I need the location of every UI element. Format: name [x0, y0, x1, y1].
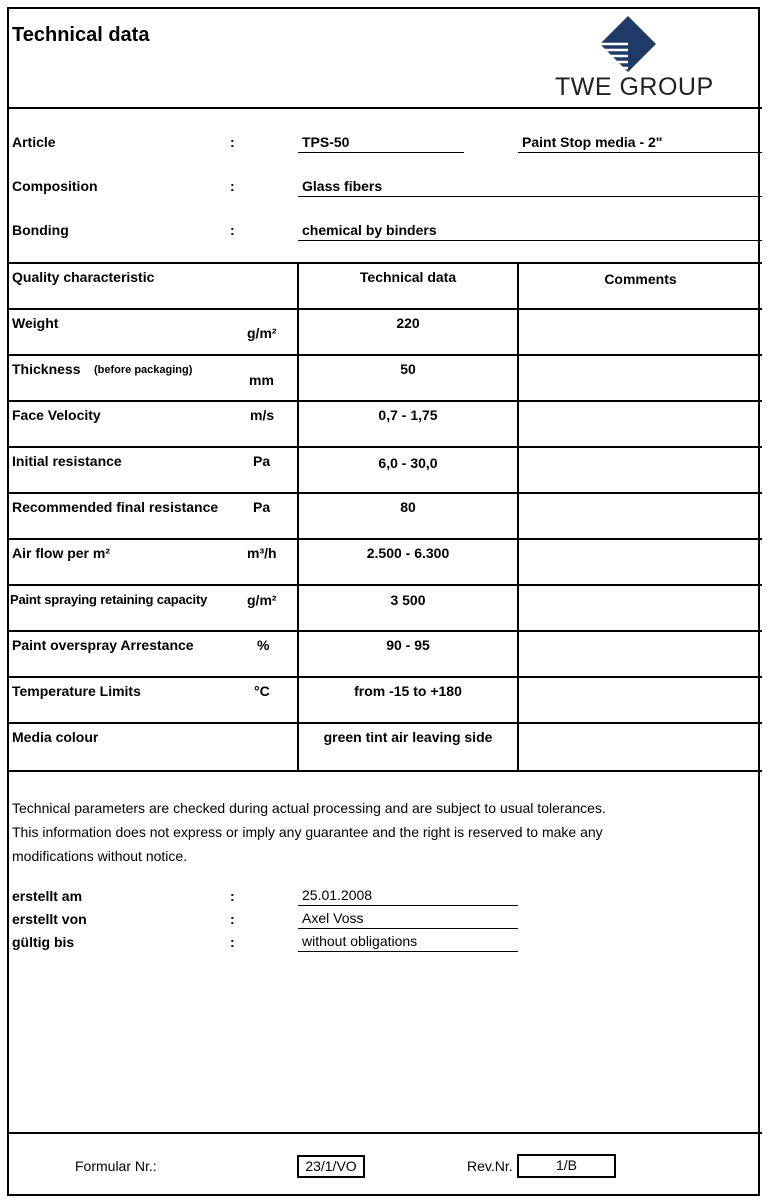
- row-name: Paint overspray Arrestance: [12, 637, 194, 653]
- row-name: Thickness: [12, 361, 81, 377]
- header-technical: Technical data: [359, 269, 457, 285]
- disclaimer-line: modifications without notice.: [12, 848, 188, 864]
- row-name: Initial resistance: [12, 453, 122, 469]
- company-logo: [555, 14, 715, 102]
- row-unit: g/m²: [247, 325, 277, 341]
- row-name: Temperature Limits: [12, 683, 141, 699]
- quality-table: [7, 262, 762, 772]
- article-label: Article: [12, 134, 56, 150]
- row-name: Paint spraying retaining capacity: [10, 592, 208, 607]
- article-extra: Paint Stop media - 2": [522, 134, 663, 150]
- row-value: green tint air leaving side: [323, 729, 493, 745]
- valid-until-sep: :: [230, 934, 235, 950]
- row-unit: Pa: [253, 453, 271, 469]
- row-value: from -15 to +180: [354, 683, 462, 699]
- rev-label: Rev.Nr.: [467, 1158, 513, 1174]
- formular-label: Formular Nr.:: [75, 1158, 157, 1174]
- created-by-label: erstellt von: [12, 911, 87, 927]
- row-unit: %: [257, 637, 270, 653]
- row-note: (before packaging): [94, 364, 193, 376]
- row-name: Media colour: [12, 729, 99, 745]
- composition-sep: :: [230, 178, 235, 194]
- row-value: 220: [396, 315, 420, 331]
- row-value: 50: [400, 361, 416, 377]
- created-by-sep: :: [230, 911, 235, 927]
- row-name: Air flow per m²: [12, 545, 111, 561]
- row-unit: m³/h: [247, 545, 277, 561]
- row-unit: °C: [254, 683, 270, 699]
- page-title: Technical data: [12, 24, 150, 46]
- composition-label: Composition: [12, 178, 98, 194]
- bonding-sep: :: [230, 222, 235, 238]
- created-on-label: erstellt am: [12, 888, 83, 904]
- header-quality: Quality characteristic: [12, 269, 155, 285]
- row-name: Face Velocity: [12, 407, 101, 423]
- row-name: Recommended final resistance: [12, 499, 219, 515]
- valid-until-value: without obligations: [302, 933, 418, 949]
- formular-value: 23/1/VO: [297, 1155, 365, 1178]
- bonding-label: Bonding: [12, 222, 69, 238]
- article-sep: :: [230, 134, 235, 150]
- divider: [7, 107, 762, 109]
- created-on-value: 25.01.2008: [302, 887, 373, 903]
- disclaimer-line: Technical parameters are checked during actual processing and are subject to usual tolerances.: [12, 800, 606, 816]
- created-on-sep: :: [230, 888, 235, 904]
- row-unit: m/s: [250, 407, 275, 423]
- row-unit: mm: [249, 372, 274, 388]
- row-value: 6,0 - 30,0: [378, 455, 438, 471]
- logo-text: TWE GROUP: [555, 73, 714, 101]
- row-value: 2.500 - 6.300: [366, 545, 450, 561]
- row-name: Weight: [12, 315, 59, 331]
- row-value: 3 500: [390, 592, 426, 608]
- article-value: TPS-50: [302, 134, 350, 150]
- row-value: 80: [400, 499, 416, 515]
- twe-diamond-icon: [555, 14, 715, 74]
- row-value: 0,7 - 1,75: [378, 407, 438, 423]
- disclaimer-line: This information does not express or imply any guarantee and the right is reserved to make any: [12, 824, 603, 840]
- valid-until-label: gültig bis: [12, 934, 75, 950]
- rev-value: 1/B: [517, 1154, 616, 1178]
- row-unit: Pa: [253, 499, 271, 515]
- composition-value: Glass fibers: [302, 178, 383, 194]
- header-comments: Comments: [604, 271, 677, 287]
- row-value: 90 - 95: [386, 637, 430, 653]
- footer-divider: [7, 1132, 762, 1134]
- created-by-value: Axel Voss: [302, 910, 364, 926]
- row-unit: g/m²: [247, 592, 277, 608]
- disclaimer: [12, 796, 606, 868]
- bonding-value: chemical by binders: [302, 222, 437, 238]
